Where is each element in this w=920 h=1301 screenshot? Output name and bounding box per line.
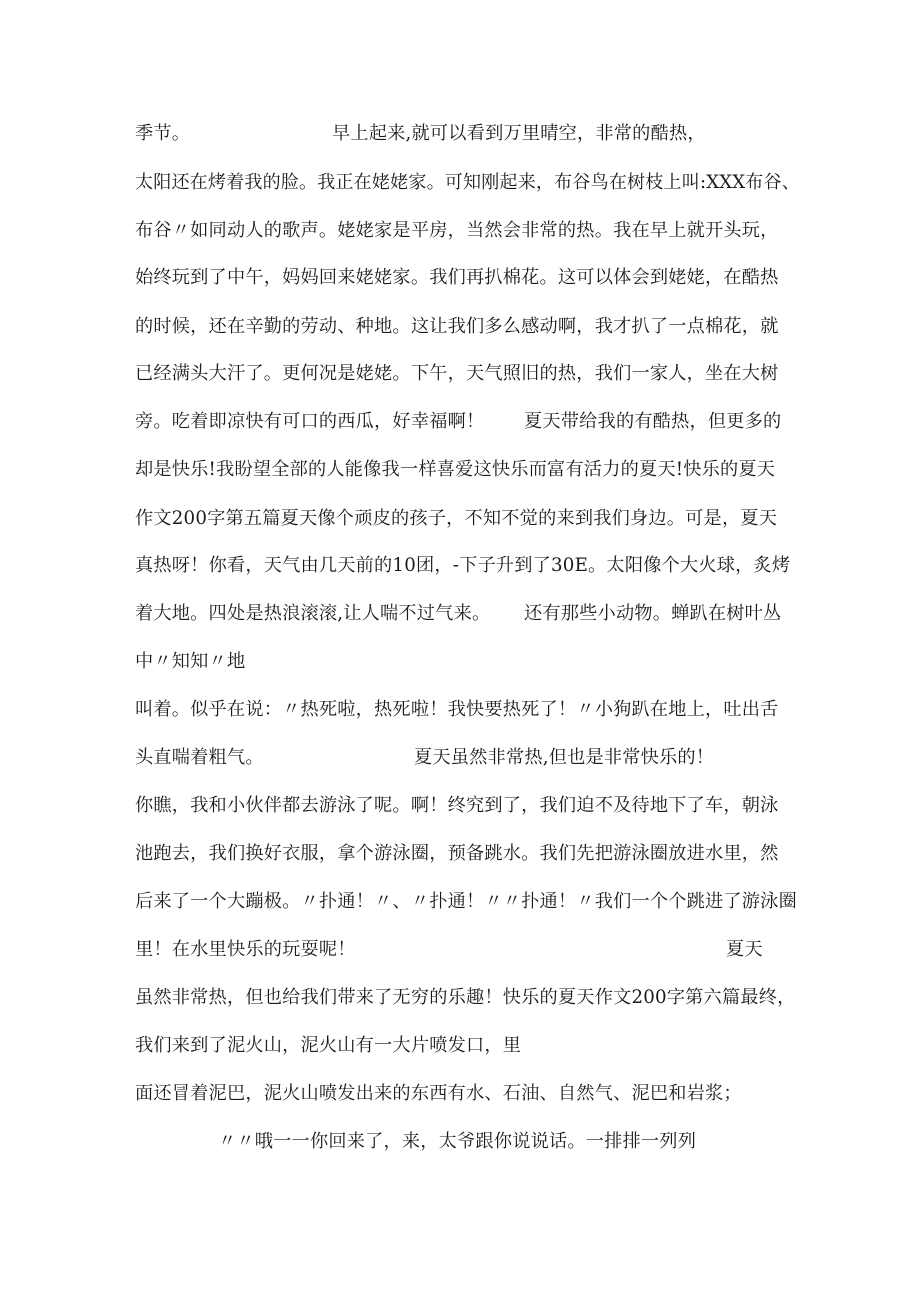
text-line: 夏天虽然非常热,但也是非常快乐的！: [414, 747, 715, 768]
text-line: 已经满头大汗了。更何况是姥姥。下午，天气照旧的热，我们一家人，坐在大树: [135, 363, 779, 384]
text-line: 旁。吃着即凉快有可口的西瓜，好幸福啊！: [135, 411, 485, 432]
text-line: 却是快乐!我盼望全部的人能像我一样喜爱这快乐而富有活力的夏天!快乐的夏天: [135, 459, 776, 480]
text-line: 我们来到了泥火山，泥火山有一大片喷发口，里: [135, 1035, 522, 1056]
text-line: 夏天带给我的有酷热，但更多的: [524, 411, 782, 432]
text-line: 还有那些小动物。蝉趴在树叶丛: [524, 603, 782, 624]
text-line: 夏天: [726, 939, 763, 960]
text-line: 始终玩到了中午，妈妈回来姥姥家。我们再扒棉花。这可以体会到姥姥，在酷热: [135, 267, 779, 288]
text-line: 后来了一个大蹦极。〃扑通！〃、〃扑通！〃〃扑通！〃我们一个个跳进了游泳圈: [135, 891, 797, 912]
text-line: 的时候，还在辛勤的劳动、种地。这让我们多么感动啊，我才扒了一点棉花，就: [135, 316, 779, 337]
text-line: 池跑去，我们换好衣服，拿个游泳圈，预备跳水。我们先把游泳圈放进水里，然: [135, 843, 779, 864]
text-line: 季节。: [135, 123, 191, 144]
text-line: 虽然非常热，但也给我们带来了无穷的乐趣！快乐的夏天作文200字第六篇最终，: [135, 987, 796, 1008]
text-line: 面还冒着泥巴，泥火山喷发出来的东西有水、石油、自然气、泥巴和岩浆；: [135, 1083, 742, 1104]
text-line: 你瞧，我和小伙伴都去游泳了呢。啊！终究到了，我们迫不及待地下了车，朝泳: [135, 795, 779, 816]
text-line: 着大地。四处是热浪滚滚,让人喘不过气来。: [135, 603, 491, 624]
text-line: 太阳还在烤着我的脸。我正在姥姥家。可知刚起来，布谷鸟在树枝上叫:XXX布谷、: [135, 172, 800, 193]
text-line: 真热呀！你看，天气由几天前的10团，-下子升到了30E。太阳像个大火球，炙烤: [135, 555, 791, 576]
text-line: 〃〃哦一一你回来了，来，太爷跟你说说话。一排排一列列: [218, 1131, 697, 1152]
text-line: 叫着。似乎在说：〃热死啦，热死啦！我快要热死了！〃小狗趴在地上，吐出舌: [135, 699, 779, 720]
text-line: 布谷〃如同动人的歌声。姥姥家是平房，当然会非常的热。我在早上就开头玩，: [135, 220, 779, 241]
text-line: 中〃知知〃地: [135, 651, 246, 672]
text-line: 早上起来,就可以看到万里晴空，非常的酷热，: [332, 123, 706, 144]
text-line: 作文200字第五篇夏天像个顽皮的孩子，不知不觉的来到我们身边。可是，夏天: [135, 508, 778, 529]
text-line: 里！在水里快乐的玩耍呢！: [135, 939, 356, 960]
text-line: 头直喘着粗气。: [135, 747, 264, 768]
